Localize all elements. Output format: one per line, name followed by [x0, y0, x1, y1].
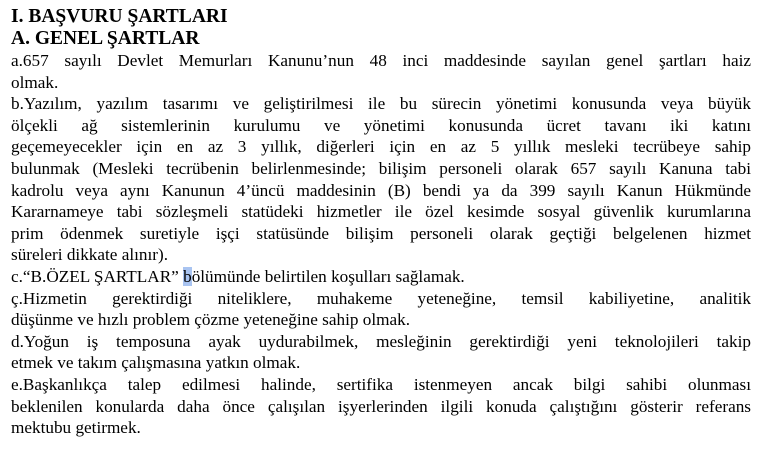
- item-a: [11, 50, 751, 93]
- item-b-line-5: kadrolu veya aynı Kanunun 4’üncü maddesinin (B) bendi ya da 399 sayılı Kanun Hükmünde: [11, 180, 751, 200]
- section-title: I. BAŞVURU ŞARTLARI: [11, 6, 228, 27]
- item-c-cedilla-line-1: ç.Hizmetin gerektirdiği niteliklere, muhakeme yeteneğine, temsil kabiliyetine, analitik: [11, 288, 751, 308]
- document-page: [11, 6, 751, 439]
- item-c-text-after[interactable]: ölümünde belirtilen koşulları sağlamak.: [191, 266, 465, 286]
- item-b-line-7: prim ödenmek suretiyle işçi statüsünde bilişim personeli olarak geçtiği belgelenen hizmet: [11, 223, 751, 243]
- item-c-cedilla: [11, 288, 751, 331]
- item-d-line-2: etmek ve takım çalışmasına yatkın olmak.: [11, 353, 301, 373]
- item-b-line-2: ölçekli ağ sistemlerinin kurulumu ve yönetimi konusunda ücret tavanı iki katını: [11, 115, 751, 135]
- item-b-line-8: süreleri dikkate alınır).: [11, 245, 169, 265]
- item-c-line-1[interactable]: [11, 266, 751, 288]
- item-a-line-2: olmak.: [11, 72, 59, 92]
- subsection-title: A. GENEL ŞARTLAR: [11, 28, 200, 49]
- item-e-line-1: e.Başkanlıkça talep edilmesi halinde, sertifika istenmeyen ancak bilgi sahibi olunması: [11, 374, 751, 394]
- item-e-line-3: mektubu getirmek.: [11, 418, 141, 438]
- item-b-line-1: b.Yazılım, yazılım tasarımı ve geliştirilmesi ile bu sürecin yönetimi konusunda veya büyük: [11, 94, 751, 114]
- item-a-line-1: a.657 sayılı Devlet Memurları Kanunu’nun 48 inci maddesinde sayılan genel şartları haiz: [11, 51, 751, 70]
- item-c[interactable]: [11, 266, 751, 288]
- item-b-line-4: bulunmak (Mesleki tecrübenin belirlenmesinde; bilişim personeli olarak 657 sayılı Kanuna tabi: [11, 158, 751, 178]
- text-selection-highlight[interactable]: b: [183, 266, 192, 286]
- item-c-cedilla-line-2: düşünme ve hızlı problem çözme yeteneğine sahip olmak.: [11, 310, 411, 330]
- item-b: [11, 93, 751, 266]
- item-d: [11, 331, 751, 374]
- item-e-line-2: beklenilen konularda daha önce çalışılan işyerlerinden ilgili konuda çalıştığını gösterir referans: [11, 396, 751, 416]
- item-b-line-6: Kararnameye tabi sözleşmeli statüdeki hizmetler ile özel kesimde sosyal güvenlik kurumlarına: [11, 202, 751, 222]
- item-b-line-3: geçemeyecekler için en az 3 yıllık, diğerleri için en az 5 yıllık mesleki tecrübeye sahip: [11, 137, 751, 157]
- item-d-line-1: d.Yoğun iş temposuna ayak uydurabilmek, mesleğinin gerektirdiği yeni teknolojileri takip: [11, 331, 751, 351]
- item-e: [11, 374, 751, 439]
- item-c-text-before[interactable]: c.“B.ÖZEL ŞARTLAR”: [11, 266, 184, 286]
